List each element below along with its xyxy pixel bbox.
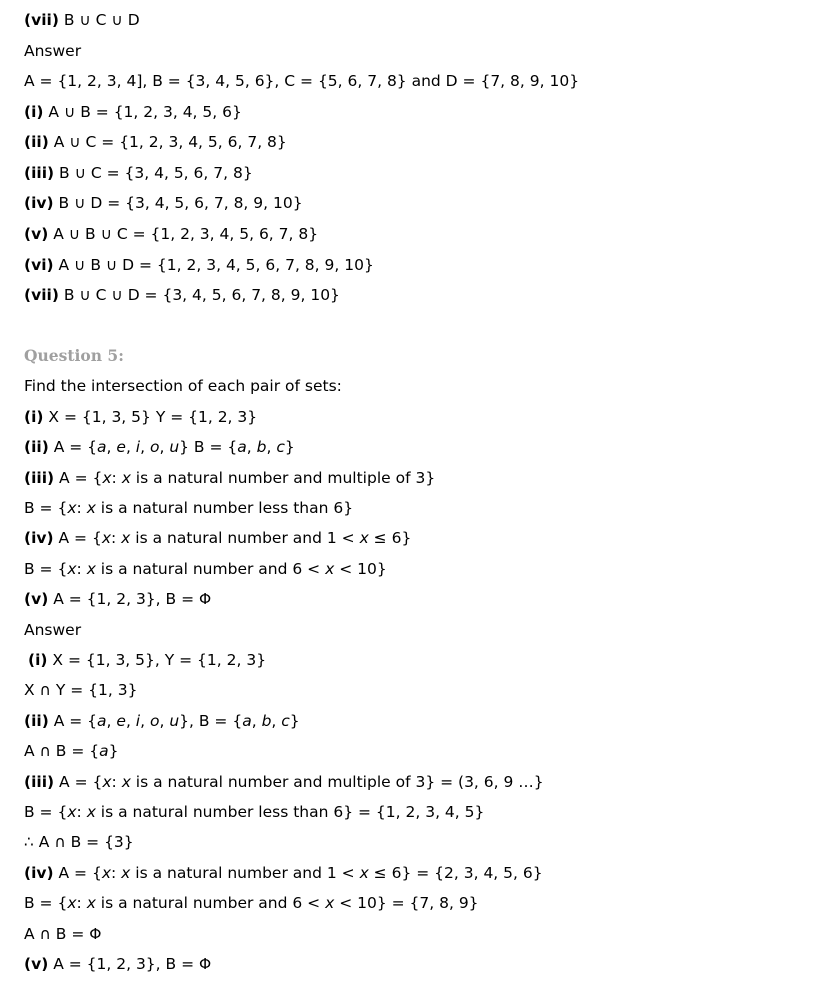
- union-answer-v: (v) A ∪ B ∪ C = {1, 2, 3, 4, 5, 6, 7, 8}: [24, 225, 319, 243]
- answer-iv-set-b: B = {x: x is a natural number and 6 < x < 10} = {7, 8, 9}: [24, 894, 479, 912]
- answer-heading: Answer: [24, 42, 82, 60]
- answer-v-sets: (v) A = {1, 2, 3}, B = Φ: [24, 955, 212, 973]
- question-part-vii: (vii) B ∪ C ∪ D: [24, 11, 140, 29]
- answer-iii-result: ∴ A ∩ B = {3}: [24, 833, 134, 851]
- answer-iv-set-a: (iv) A = {x: x is a natural number and 1 < x ≤ 6} = {2, 3, 4, 5, 6}: [24, 864, 543, 882]
- question-part-iii-set-b: B = {x: x is a natural number less than 6}: [24, 499, 354, 517]
- question-part-iii-set-a: (iii) A = {x: x is a natural number and multiple of 3}: [24, 469, 436, 487]
- union-answer-iv: (iv) B ∪ D = {3, 4, 5, 6, 7, 8, 9, 10}: [24, 194, 303, 212]
- question-part-iv-set-a: (iv) A = {x: x is a natural number and 1 < x ≤ 6}: [24, 529, 412, 547]
- union-answer-vi: (vi) A ∪ B ∪ D = {1, 2, 3, 4, 5, 6, 7, 8, 9, 10}: [24, 256, 374, 274]
- answer-iv-result: A ∩ B = Φ: [24, 925, 102, 943]
- union-answer-iii: (iii) B ∪ C = {3, 4, 5, 6, 7, 8}: [24, 164, 253, 182]
- answer-ii-sets: (ii) A = {a, e, i, o, u}, B = {a, b, c}: [24, 712, 300, 730]
- question-prompt: Find the intersection of each pair of sets:: [24, 377, 342, 395]
- union-answer-ii: (ii) A ∪ C = {1, 2, 3, 4, 5, 6, 7, 8}: [24, 133, 287, 151]
- question-part-ii: (ii) A = {a, e, i, o, u} B = {a, b, c}: [24, 438, 295, 456]
- given-sets: A = {1, 2, 3, 4], B = {3, 4, 5, 6}, C = {5, 6, 7, 8} and D = {7, 8, 9, 10}: [24, 72, 580, 90]
- question-part-i: (i) X = {1, 3, 5} Y = {1, 2, 3}: [24, 408, 258, 426]
- question-part-v: (v) A = {1, 2, 3}, B = Φ: [24, 590, 212, 608]
- answer-ii-result: A ∩ B = {a}: [24, 742, 119, 760]
- union-answer-i: (i) A ∪ B = {1, 2, 3, 4, 5, 6}: [24, 103, 242, 121]
- answer-heading-q5: Answer: [24, 621, 82, 639]
- answer-i-sets: (i) X = {1, 3, 5}, Y = {1, 2, 3}: [28, 651, 267, 669]
- union-answer-vii: (vii) B ∪ C ∪ D = {3, 4, 5, 6, 7, 8, 9, 10}: [24, 286, 340, 304]
- answer-iii-set-a: (iii) A = {x: x is a natural number and multiple of 3} = (3, 6, 9 …}: [24, 773, 544, 791]
- answer-iii-set-b: B = {x: x is a natural number less than 6} = {1, 2, 3, 4, 5}: [24, 803, 485, 821]
- question-part-iv-set-b: B = {x: x is a natural number and 6 < x < 10}: [24, 560, 387, 578]
- question-heading: Question 5:: [24, 346, 124, 365]
- answer-i-result: X ∩ Y = {1, 3}: [24, 681, 138, 699]
